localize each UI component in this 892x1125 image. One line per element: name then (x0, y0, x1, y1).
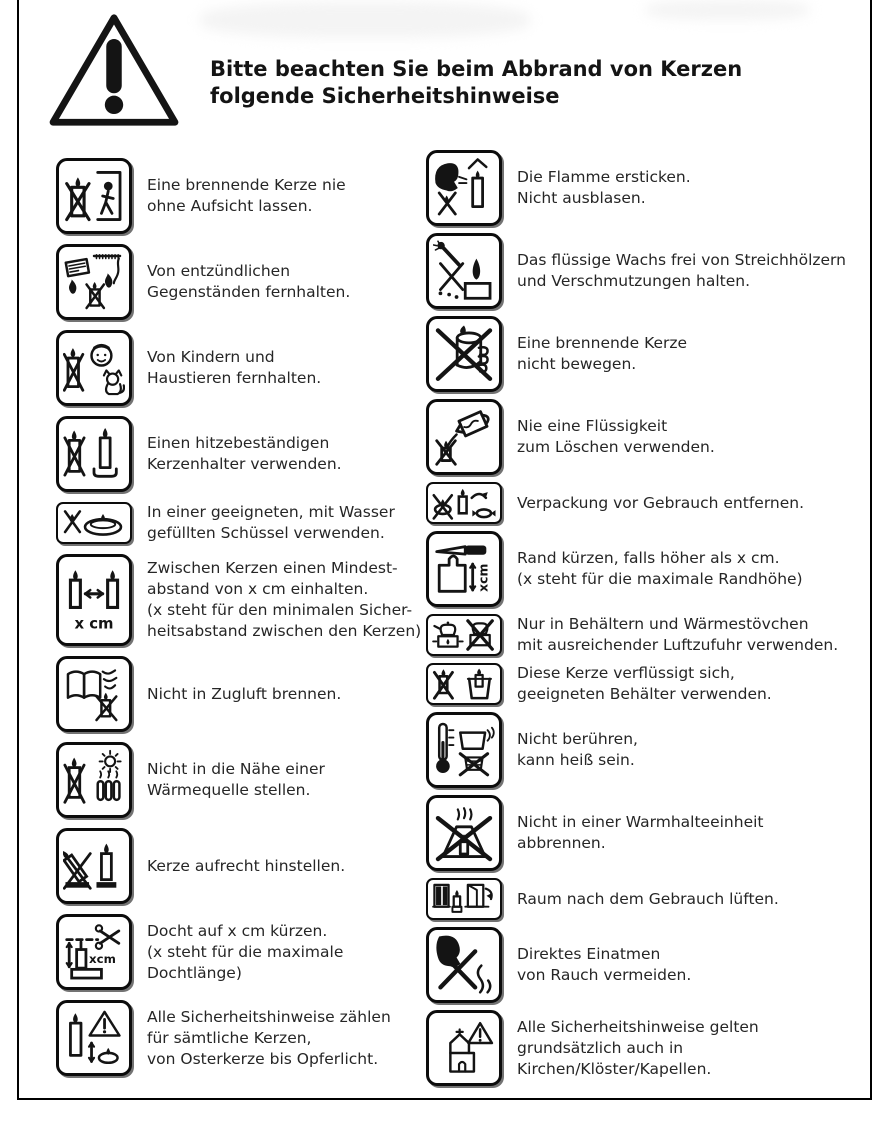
clean-wax-icon (426, 233, 502, 309)
church-icon (426, 1010, 502, 1086)
safety-item (426, 399, 872, 475)
safety-item-text: Das flüssige Wachs frei von Streichhölzern und Verschmutzungen halten. (517, 251, 846, 290)
upright-candle-icon (56, 828, 132, 904)
safety-item (426, 795, 872, 871)
children-pets-icon (56, 330, 132, 406)
candle-distance-icon (56, 554, 132, 646)
safety-item (426, 663, 872, 705)
safety-item (56, 244, 422, 320)
no-smoke-inhalation-icon (426, 927, 502, 1003)
no-warming-unit-icon (426, 795, 502, 871)
safety-item-text: Nicht berühren, kann heiß sein. (517, 730, 638, 769)
safety-item (426, 233, 872, 309)
remove-packaging-icon (426, 482, 502, 524)
safety-item-text: In einer geeigneten, mit Wasser gefüllten Schüssel verwenden. (147, 503, 395, 542)
safety-item-text: Docht auf x cm kürzen. (x steht für die maximale Dochtlänge) (147, 921, 344, 982)
page-title-line1: Bitte beachten Sie beim Abbrand von Kerzen (210, 57, 743, 81)
liquefying-candle-icon (426, 663, 502, 705)
safety-item (426, 878, 872, 920)
safety-item (426, 1010, 872, 1086)
safety-item (56, 828, 422, 904)
safety-item (426, 531, 872, 607)
safety-item (56, 554, 422, 646)
safety-item-text: Die Flamme ersticken. Nicht ausblasen. (517, 168, 691, 207)
safety-item-text: Direktes Einatmen von Rauch vermeiden. (517, 945, 692, 984)
safety-item (56, 914, 422, 990)
safety-item (426, 150, 872, 226)
flammable-objects-icon (56, 244, 132, 320)
ventilate-room-icon (426, 878, 502, 920)
safety-item-text: Nur in Behältern und Wärmestövchen mit ausreichender Luftzufuhr verwenden. (517, 615, 839, 654)
safety-item-text: Kerze aufrecht hinstellen. (147, 856, 346, 875)
safety-item (56, 656, 422, 732)
trim-wick-icon (56, 914, 132, 990)
safety-item-text: Einen hitzebeständigen Kerzenhalter verwenden. (147, 434, 342, 473)
page-title-line2: folgende Sicherheitshinweise (210, 84, 560, 108)
safety-item-text: Nicht in einer Warmhalteeinheit abbrennen. (517, 813, 764, 852)
hot-surface-icon (426, 712, 502, 788)
safety-item-text: Verpackung vor Gebrauch entfernen. (517, 493, 805, 512)
safety-column-left (56, 158, 422, 1076)
safety-item (426, 482, 872, 524)
smother-flame-icon (426, 150, 502, 226)
safety-item (56, 1000, 422, 1076)
safety-item-text: Rand kürzen, falls höher als x cm. (x steht für die maximale Randhöhe) (517, 549, 803, 588)
safety-item-text: Alle Sicherheitshinweise zählen für sämtliche Kerzen, von Osterkerze bis Opferlicht. (147, 1007, 391, 1068)
safety-item-text: Nicht in Zugluft brennen. (147, 684, 342, 703)
safety-item-text: Von entzündlichen Gegenständen fernhalten. (147, 262, 351, 301)
safety-item-text: Von Kindern und Haustieren fernhalten. (147, 348, 322, 387)
do-not-move-icon (426, 316, 502, 392)
safety-item (426, 316, 872, 392)
safety-item (426, 614, 872, 656)
trim-rim-icon (426, 531, 502, 607)
safety-item (56, 502, 422, 544)
unattended-candle-icon (56, 158, 132, 234)
safety-item (56, 742, 422, 818)
safety-column-right (426, 150, 872, 1086)
safety-item-text: Alle Sicherheitshinweise gelten grundsätzlich auch in Kirchen/Klöster/Kapellen. (517, 1017, 759, 1078)
safety-item (426, 927, 872, 1003)
safety-item (426, 712, 872, 788)
safety-item (56, 416, 422, 492)
safety-item (56, 158, 422, 234)
warning-triangle-icon (46, 10, 182, 130)
heat-source-icon (56, 742, 132, 818)
safety-item-text: Nicht in die Nähe einer Wärmequelle stellen. (147, 760, 325, 799)
candle-holder-icon (56, 416, 132, 492)
air-supply-icon (426, 614, 502, 656)
safety-item-text: Zwischen Kerzen einen Mindest- abstand von x cm einhalten. (x steht für den minimalen Sicher- heitsabstand zwischen den Kerzen) (147, 559, 422, 640)
no-liquid-icon (426, 399, 502, 475)
water-bowl-icon (56, 502, 132, 544)
page-title (210, 56, 742, 110)
safety-item-text: Eine brennende Kerze nicht bewegen. (517, 334, 688, 373)
safety-item (56, 330, 422, 406)
safety-item-text: Diese Kerze verflüssigt sich, geeigneten Behälter verwenden. (517, 664, 772, 703)
safety-item-text: Raum nach dem Gebrauch lüften. (517, 889, 779, 908)
draft-icon (56, 656, 132, 732)
safety-item-text: Eine brennende Kerze nie ohne Aufsicht lassen. (147, 176, 346, 215)
all-candles-icon (56, 1000, 132, 1076)
safety-item-text: Nie eine Flüssigkeit zum Löschen verwenden. (517, 417, 715, 456)
